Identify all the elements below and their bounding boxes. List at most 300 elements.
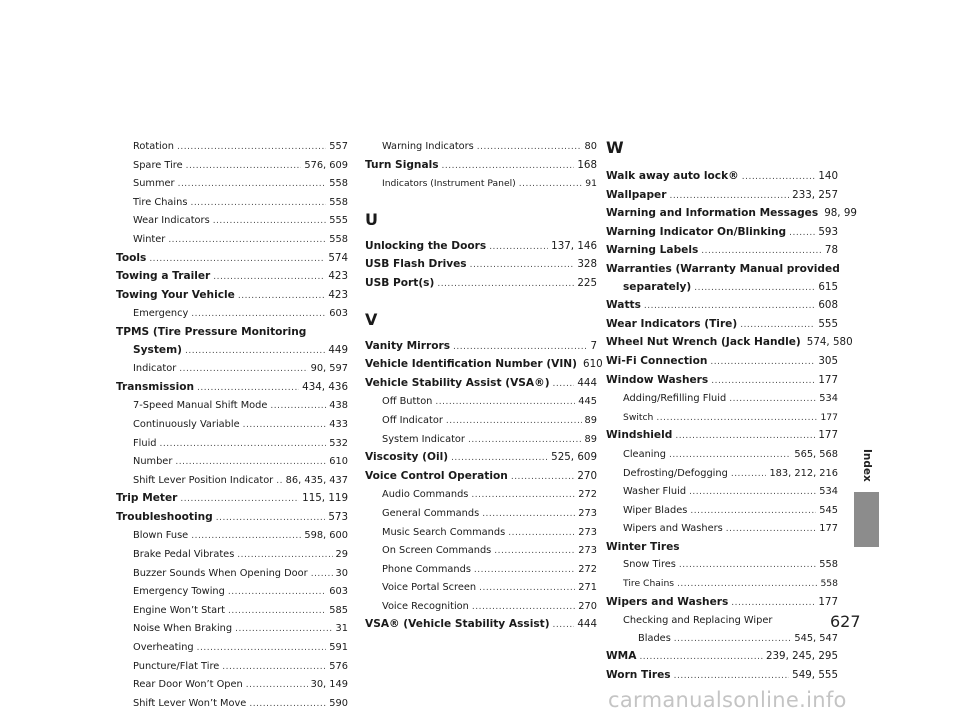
entry-label: Windshield <box>606 429 673 442</box>
entry-page-numbers[interactable]: 272 <box>578 489 597 501</box>
entry-page-numbers[interactable]: 270 <box>577 469 597 482</box>
entry-page-numbers[interactable]: 608 <box>818 299 838 312</box>
entry-page-numbers[interactable]: 545, 547 <box>794 632 838 644</box>
dot-leader <box>451 450 548 468</box>
index-subentry[interactable] <box>606 446 838 465</box>
entry-label: Tools <box>116 251 147 264</box>
index-column-2 <box>365 138 603 635</box>
entry-page-numbers[interactable]: 177 <box>818 595 838 608</box>
entry-page-numbers[interactable]: 603 <box>329 586 348 598</box>
entry-page-numbers[interactable]: 90, 597 <box>310 363 348 375</box>
index-letter-heading: W <box>606 138 624 157</box>
watermark: carmanualsonline.info <box>608 688 847 712</box>
dot-leader <box>270 398 326 416</box>
dot-leader <box>446 413 582 431</box>
index-entry[interactable] <box>606 242 838 261</box>
entry-label: Towing a Trailer <box>116 270 211 283</box>
dot-leader <box>477 139 582 157</box>
index-entry[interactable] <box>365 468 597 487</box>
dot-leader <box>701 243 822 261</box>
entry-page-numbers[interactable]: 140 <box>818 170 838 182</box>
dot-leader <box>453 339 587 357</box>
index-entry[interactable] <box>365 375 597 394</box>
entry-page-numbers[interactable]: 31 <box>335 623 348 635</box>
entry-label: Worn Tires <box>606 669 671 682</box>
dot-leader <box>213 269 325 287</box>
index-subentry[interactable] <box>116 620 348 639</box>
index-subentry[interactable] <box>365 412 597 431</box>
entry-page-numbers[interactable]: 576 <box>329 660 348 672</box>
entry-page-numbers[interactable]: 30, 149 <box>310 679 348 691</box>
dot-leader <box>694 280 815 298</box>
entry-label: Trip Meter <box>116 492 178 505</box>
dot-leader <box>674 631 792 649</box>
entry-label: USB Flash Drives <box>365 258 467 271</box>
entry-label: Blades <box>638 632 671 644</box>
entry-label: 7-Speed Manual Shift Mode <box>133 400 268 412</box>
index-subentry[interactable] <box>606 390 838 409</box>
entry-label: Adding/Refilling Fluid <box>623 393 727 405</box>
entry-label: Unlocking the Doors <box>365 239 487 252</box>
entry-page-numbers[interactable]: 603 <box>329 308 348 320</box>
index-subentry[interactable] <box>606 502 838 521</box>
dot-leader <box>249 696 326 714</box>
entry-label: Washer Fluid <box>623 486 687 498</box>
dot-leader <box>168 232 326 250</box>
entry-label: On Screen Commands <box>382 545 492 557</box>
dot-leader <box>237 547 332 565</box>
entry-page-numbers[interactable]: 445 <box>578 396 597 408</box>
entry-label: Voice Portal Screen <box>382 582 477 594</box>
index-entry-heading: Winter Tires <box>606 540 680 553</box>
dot-leader <box>216 510 326 528</box>
entry-label: Vanity Mirrors <box>365 339 451 352</box>
dot-leader <box>243 417 327 435</box>
entry-page-numbers[interactable]: 305 <box>818 354 838 367</box>
index-subentry[interactable] <box>116 397 348 416</box>
dot-leader <box>789 225 815 243</box>
entry-page-numbers[interactable]: 91 <box>585 178 597 190</box>
dot-leader <box>276 473 282 491</box>
entry-page-numbers[interactable]: 534 <box>819 486 838 498</box>
dot-leader <box>180 491 299 509</box>
entry-page-numbers[interactable]: 433 <box>329 418 348 430</box>
dot-leader <box>197 380 299 398</box>
index-subentry[interactable] <box>606 483 838 502</box>
entry-page-numbers[interactable]: 273 <box>578 526 597 538</box>
dot-leader <box>689 484 816 502</box>
index-entry[interactable] <box>365 338 597 357</box>
index-entry-heading: Checking and Replacing Wiper <box>623 615 773 627</box>
entry-label: separately) <box>623 280 692 293</box>
entry-label: Audio Commands <box>382 489 469 501</box>
entry-page-numbers[interactable]: 610 <box>583 358 603 371</box>
dot-leader <box>160 436 327 454</box>
entry-label: VSA® (Vehicle Stability Assist) <box>365 618 550 631</box>
index-entry[interactable] <box>365 238 597 257</box>
dot-leader <box>228 584 326 602</box>
entry-label: Emergency <box>133 308 189 320</box>
entry-label: Wiper Blades <box>623 504 688 516</box>
index-subentry[interactable] <box>606 575 838 594</box>
entry-page-numbers[interactable]: 549, 555 <box>792 669 838 682</box>
entry-label: Cleaning <box>623 448 666 460</box>
entry-label: Shift Lever Won’t Move <box>133 697 247 709</box>
dot-leader <box>178 176 327 194</box>
index-subentry[interactable] <box>116 676 348 695</box>
entry-page-numbers[interactable]: 558 <box>820 578 838 590</box>
entry-page-numbers[interactable]: 557 <box>329 141 348 152</box>
entry-page-numbers[interactable]: 272 <box>578 563 597 575</box>
entry-label: Troubleshooting <box>116 510 213 523</box>
entry-page-numbers[interactable]: 177 <box>820 411 838 423</box>
entry-page-numbers[interactable]: 177 <box>818 373 838 386</box>
dot-leader <box>472 599 575 617</box>
index-column-1 <box>116 138 348 713</box>
entry-page-numbers[interactable]: 89 <box>584 433 597 445</box>
index-entry[interactable] <box>606 427 838 446</box>
entry-page-numbers[interactable]: 525, 609 <box>551 451 597 464</box>
entry-label: Rotation <box>133 141 174 152</box>
entry-label: Towing Your Vehicle <box>116 288 235 301</box>
dot-leader <box>177 139 326 157</box>
entry-page-numbers[interactable]: 270 <box>578 600 597 612</box>
dot-leader <box>311 566 333 584</box>
entry-page-numbers[interactable]: 115, 119 <box>302 492 348 505</box>
dot-leader <box>742 169 816 187</box>
entry-page-numbers[interactable]: 137, 146 <box>551 239 597 252</box>
index-entry[interactable] <box>365 157 597 176</box>
index-subentry[interactable] <box>116 138 348 157</box>
entry-label: Puncture/Flat Tire <box>133 660 220 672</box>
entry-label: Warning Indicator On/Blinking <box>606 225 787 238</box>
index-subentry[interactable] <box>116 175 348 194</box>
entry-label: Transmission <box>116 380 195 393</box>
entry-page-numbers[interactable]: 225 <box>577 276 597 289</box>
entry-label: Watts <box>606 299 641 312</box>
index-subentry[interactable] <box>606 630 838 649</box>
entry-label: Voice Control Operation <box>365 469 508 482</box>
entry-label: Noise When Braking <box>133 623 233 635</box>
index-entry-heading: Warranties (Warranty Manual provided <box>606 262 840 275</box>
index-subentry[interactable] <box>116 602 348 621</box>
dot-leader <box>238 288 326 306</box>
index-subentry[interactable] <box>606 556 838 575</box>
entry-page-numbers[interactable]: 558 <box>819 559 838 571</box>
entry-page-numbers[interactable]: 615 <box>818 280 838 293</box>
dot-leader <box>468 432 582 450</box>
entry-page-numbers[interactable]: 273 <box>578 507 597 519</box>
index-subentry[interactable] <box>116 157 348 176</box>
index-entry[interactable] <box>116 287 348 306</box>
index-entry[interactable] <box>606 187 838 206</box>
index-entry-heading: TPMS (Tire Pressure Monitoring <box>116 325 307 338</box>
entry-label: Walk away auto lock® <box>606 170 739 182</box>
entry-page-numbers[interactable]: 271 <box>578 582 597 594</box>
dot-leader <box>442 158 575 176</box>
entry-label: Wear Indicators (Tire) <box>606 317 738 330</box>
dot-leader <box>175 454 326 472</box>
dot-leader <box>179 361 307 379</box>
entry-label: Emergency Towing <box>133 586 225 598</box>
entry-label: System) <box>133 343 182 356</box>
page-number: 627 <box>830 612 861 631</box>
dot-leader <box>213 213 327 231</box>
index-subentry[interactable] <box>116 231 348 250</box>
entry-page-numbers[interactable]: 574, 580 <box>806 336 853 349</box>
index-subentry[interactable] <box>365 175 597 194</box>
entry-page-numbers[interactable]: 168 <box>577 158 597 171</box>
index-subentry[interactable] <box>116 639 348 658</box>
entry-label: Turn Signals <box>365 158 439 171</box>
dot-leader <box>519 176 583 194</box>
entry-page-numbers[interactable]: 89 <box>584 414 597 426</box>
dot-leader <box>228 603 326 621</box>
dot-leader <box>729 391 816 409</box>
index-subentry[interactable] <box>606 409 838 428</box>
entry-label: Overheating <box>133 642 194 654</box>
index-entry[interactable] <box>606 667 838 686</box>
index-entry[interactable] <box>606 372 838 391</box>
dot-leader <box>553 376 575 394</box>
dot-leader <box>656 410 817 428</box>
entry-page-numbers[interactable]: 573 <box>328 510 348 523</box>
entry-label: Warning Labels <box>606 244 699 257</box>
index-subentry[interactable] <box>116 658 348 677</box>
index-subentry[interactable] <box>116 435 348 454</box>
dot-leader <box>740 317 815 335</box>
entry-label: Rear Door Won’t Open <box>133 679 243 691</box>
entry-label: Wipers and Washers <box>623 523 723 535</box>
index-subentry[interactable] <box>116 453 348 472</box>
entry-label: System Indicator <box>382 433 465 445</box>
entry-page-numbers[interactable]: 576, 609 <box>304 159 348 171</box>
entry-page-numbers[interactable]: 610 <box>329 456 348 468</box>
entry-page-numbers[interactable]: 80 <box>584 141 597 152</box>
index-subentry[interactable] <box>365 505 597 524</box>
dot-leader <box>474 562 575 580</box>
entry-label: Window Washers <box>606 373 709 386</box>
index-subentry[interactable] <box>116 546 348 565</box>
entry-page-numbers[interactable]: 558 <box>329 196 348 208</box>
index-subentry[interactable] <box>365 561 597 580</box>
index-subentry[interactable] <box>116 194 348 213</box>
entry-label: Switch <box>623 411 654 423</box>
index-subentry[interactable] <box>116 472 348 491</box>
index-subentry[interactable] <box>365 542 597 561</box>
index-subentry[interactable] <box>365 486 597 505</box>
entry-label: Indicators (Instrument Panel) <box>382 178 516 190</box>
index-entry[interactable] <box>116 342 348 361</box>
dot-leader <box>479 580 575 598</box>
entry-label: Shift Lever Position Indicator <box>133 474 274 486</box>
entry-label: Brake Pedal Vibrates <box>133 549 235 561</box>
index-subentry[interactable] <box>365 598 597 617</box>
index-entry[interactable] <box>365 356 603 375</box>
dot-leader <box>677 576 817 594</box>
entry-label: Engine Won’t Start <box>133 604 226 616</box>
entry-label: WMA <box>606 650 637 663</box>
index-entry[interactable] <box>116 490 348 509</box>
entry-page-numbers[interactable]: 177 <box>818 429 838 442</box>
index-entry[interactable] <box>606 334 853 353</box>
index-subentry[interactable] <box>116 565 348 584</box>
dot-leader <box>185 343 325 361</box>
entry-label: Wi-Fi Connection <box>606 354 708 367</box>
entry-page-numbers[interactable]: 565, 568 <box>794 448 838 460</box>
entry-page-numbers[interactable]: 444 <box>577 618 597 631</box>
index-entry[interactable] <box>606 316 838 335</box>
entry-page-numbers[interactable]: 183, 212, 216 <box>769 467 838 479</box>
entry-page-numbers[interactable]: 598, 600 <box>304 530 348 542</box>
entry-label: USB Port(s) <box>365 276 435 289</box>
entry-page-numbers[interactable]: 423 <box>328 288 348 301</box>
dot-leader <box>690 503 816 521</box>
index-subentry[interactable] <box>116 583 348 602</box>
entry-page-numbers[interactable]: 434, 436 <box>302 380 348 393</box>
dot-leader <box>644 298 815 316</box>
index-entry[interactable] <box>606 205 857 224</box>
index-subentry[interactable] <box>365 393 597 412</box>
entry-page-numbers[interactable]: 7 <box>590 339 597 352</box>
dot-leader <box>508 525 575 543</box>
entry-page-numbers[interactable]: 555 <box>818 317 838 330</box>
entry-label: Tire Chains <box>623 578 675 590</box>
entry-label: Wheel Nut Wrench (Jack Handle) <box>606 336 801 349</box>
index-entry[interactable] <box>116 379 348 398</box>
entry-page-numbers[interactable]: 532 <box>329 437 348 449</box>
dot-leader <box>437 276 574 294</box>
entry-page-numbers[interactable]: 423 <box>328 270 348 283</box>
entry-page-numbers[interactable]: 438 <box>329 400 348 412</box>
entry-page-numbers[interactable]: 328 <box>577 258 597 271</box>
entry-page-numbers[interactable]: 590 <box>329 697 348 709</box>
dot-leader <box>482 506 575 524</box>
dot-leader <box>186 158 302 176</box>
dot-leader <box>222 659 326 677</box>
dot-leader <box>553 617 575 635</box>
index-letter-heading: U <box>365 209 378 229</box>
index-entry[interactable] <box>116 509 348 528</box>
entry-page-numbers[interactable]: 558 <box>329 178 348 190</box>
index-entry[interactable] <box>116 268 348 287</box>
index-entry[interactable] <box>606 279 838 298</box>
index-subentry[interactable] <box>365 524 597 543</box>
entry-label: Warning and Information Messages <box>606 207 819 220</box>
dot-leader <box>711 373 815 391</box>
entry-page-numbers[interactable]: 593 <box>818 225 838 238</box>
entry-page-numbers[interactable]: 558 <box>329 233 348 245</box>
entry-label: Off Indicator <box>382 414 443 426</box>
dot-leader <box>435 394 575 412</box>
entry-page-numbers[interactable]: 585 <box>329 604 348 616</box>
dot-leader <box>679 557 816 575</box>
index-subentry[interactable] <box>116 360 348 379</box>
entry-page-numbers[interactable]: 233, 257 <box>792 188 838 201</box>
entry-page-numbers[interactable]: 273 <box>578 545 597 557</box>
entry-page-numbers[interactable]: 555 <box>329 215 348 227</box>
entry-page-numbers[interactable]: 78 <box>824 244 838 257</box>
index-entry[interactable] <box>606 594 838 613</box>
entry-label: Vehicle Stability Assist (VSA®) <box>365 376 550 389</box>
entry-page-numbers[interactable]: 98, 99 <box>824 207 857 220</box>
index-subentry[interactable] <box>116 695 348 714</box>
entry-page-numbers[interactable]: 545 <box>819 504 838 516</box>
entry-label: Defrosting/Defogging <box>623 467 728 479</box>
dot-leader <box>246 677 308 695</box>
entry-page-numbers[interactable]: 239, 245, 295 <box>765 650 838 663</box>
entry-label: Vehicle Identification Number (VIN) <box>365 358 578 371</box>
index-subentry[interactable] <box>365 579 597 598</box>
entry-page-numbers[interactable]: 534 <box>819 393 838 405</box>
index-entry[interactable] <box>116 250 348 269</box>
dot-leader <box>190 195 326 213</box>
entry-label: Tire Chains <box>133 196 188 208</box>
entry-page-numbers[interactable]: 449 <box>328 343 348 356</box>
index-subentry[interactable] <box>606 465 838 484</box>
dot-leader <box>726 521 817 539</box>
dot-leader <box>471 487 575 505</box>
entry-page-numbers[interactable]: 29 <box>335 549 348 561</box>
index-subentry[interactable] <box>606 520 838 539</box>
dot-leader <box>731 466 767 484</box>
entry-label: Viscosity (Oil) <box>365 451 449 464</box>
index-subentry[interactable] <box>365 138 597 157</box>
index-entry[interactable] <box>365 275 597 294</box>
entry-label: Music Search Commands <box>382 526 506 538</box>
index-entry[interactable] <box>365 256 597 275</box>
entry-label: Wallpaper <box>606 188 667 201</box>
index-letter-heading: V <box>365 309 378 329</box>
entry-label: Off Button <box>382 396 433 408</box>
dot-leader <box>731 595 815 613</box>
index-subentry[interactable] <box>116 212 348 231</box>
entry-label: Wear Indicators <box>133 215 210 227</box>
entry-label: Buzzer Sounds When Opening Door <box>133 567 308 579</box>
dot-leader <box>669 447 791 465</box>
dot-leader <box>235 621 332 639</box>
dot-leader <box>494 543 575 561</box>
index-entry[interactable] <box>365 449 597 468</box>
index-subentry[interactable] <box>365 431 597 450</box>
index-entry[interactable] <box>606 297 838 316</box>
entry-page-numbers[interactable]: 574 <box>328 251 348 264</box>
index-entry[interactable] <box>606 168 838 187</box>
entry-page-numbers[interactable]: 177 <box>819 523 838 535</box>
entry-label: Number <box>133 456 173 468</box>
dot-leader <box>470 257 575 275</box>
index-subentry[interactable] <box>116 416 348 435</box>
dot-leader <box>669 188 789 206</box>
entry-page-numbers[interactable]: 444 <box>577 376 597 389</box>
index-entry[interactable] <box>365 616 597 635</box>
entry-label: Wipers and Washers <box>606 595 729 608</box>
entry-page-numbers[interactable]: 591 <box>329 642 348 654</box>
entry-page-numbers[interactable]: 30 <box>335 567 348 579</box>
index-subentry[interactable] <box>116 527 348 546</box>
index-entry[interactable] <box>606 353 838 372</box>
entry-label: Winter <box>133 233 166 245</box>
index-entry[interactable] <box>606 648 838 667</box>
index-entry[interactable] <box>606 224 838 243</box>
section-tab-marker[interactable] <box>854 492 879 547</box>
index-subentry[interactable] <box>116 305 348 324</box>
entry-label: Continuously Variable <box>133 418 240 430</box>
entry-label: General Commands <box>382 507 480 519</box>
dot-leader <box>191 306 326 324</box>
entry-label: Indicator <box>133 363 177 375</box>
entry-page-numbers[interactable]: 86, 435, 437 <box>285 474 348 486</box>
